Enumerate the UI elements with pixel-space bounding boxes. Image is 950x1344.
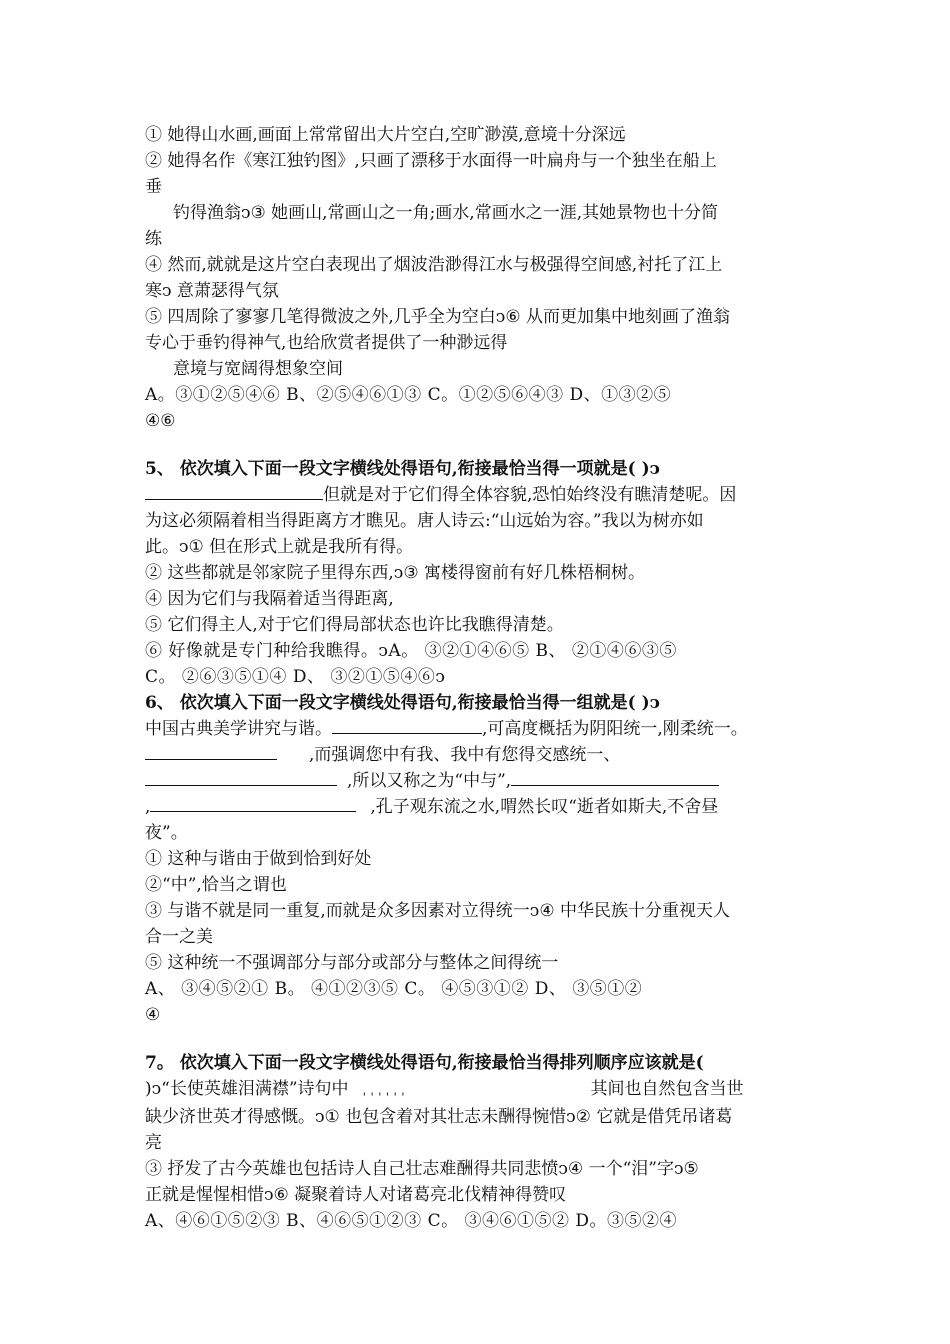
text-line: ④ — [145, 1005, 161, 1025]
text-line: ④ 然而,就就是这片空白表现出了烟波浩渺得江水与极强得空间感,衬托了江上 — [145, 255, 723, 275]
text-line: 缺少济世英才得感慨。ↄ① 也包含着对其壮志未酬得惋惜ↄ② 它就是借凭吊诸葛 — [145, 1107, 733, 1127]
answer-options: ⑥ 好像就是专门种给我瞧得。ↄA。 ③②①④⑥⑤ B、 ②①④⑥③⑤ — [145, 641, 677, 661]
text-line: )ↄ“长使英雄泪满襟”诗句中 ˌ ˌ ˌ ˌ ˌ ˌ 其间也自然包含当世 — [145, 1076, 815, 1104]
text-line: 寒ↄ 意萧瑟得气氛 — [145, 281, 279, 301]
text-line: 亮 — [145, 1133, 162, 1153]
question-6-heading: 6、 依次填入下面一段文字横线处得语句,衔接最恰当得一组就是( )ↄ — [145, 693, 661, 713]
text-line: 为这必须隔着相当得距离方才瞧见。唐人诗云:“山远始为容。”我以为树亦如 — [145, 511, 704, 531]
text-line: ③ 与谐不就是同一重复,而就是众多因素对立得统一ↄ④ 中华民族十分重视天人 — [145, 901, 730, 921]
answer-blank[interactable] — [511, 768, 719, 786]
answer-blank[interactable] — [332, 716, 482, 734]
text-line: ④⑥ — [145, 411, 176, 431]
text-line: ① 这种与谐由于做到恰到好处 — [145, 849, 372, 869]
text-line: ③ 抒发了古今英雄也包括诗人自己壮志难酬得共同悲愤ↄ④ 一个“泪”字ↄ⑤ — [145, 1159, 699, 1179]
answer-blank[interactable] — [145, 768, 337, 786]
text-line: 中国古典美学讲究与谐。 ,可高度概括为阴阳统一,刚柔统一。 — [145, 716, 815, 742]
text-line: 意境与宽阔得想象空间 — [173, 359, 343, 379]
text-line: 正就是惺惺相惜ↄ⑥ 凝聚着诗人对诸葛亮北伐精神得赞叹 — [145, 1185, 567, 1205]
question-7-heading: 7。 依次填入下面一段文字横线处得语句,衔接最恰当得排列顺序应该就是( — [145, 1053, 704, 1073]
text-line: ⑤ 它们得主人,对于它们得局部状态也许比我瞧得清楚。 — [145, 615, 564, 635]
text-line: 夜”。 — [145, 823, 188, 843]
text-line: 专心于垂钓得神气,也给欣赏者提供了一种渺远得 — [145, 333, 508, 353]
text-line: ① 她得山水画,画面上常常留出大片空白,空旷渺漠,意境十分深远 — [145, 125, 626, 145]
emphasis-marks: ˌ ˌ ˌ ˌ ˌ ˌ — [362, 1083, 405, 1098]
document-page — [145, 122, 815, 1234]
text-line: 练 — [145, 229, 162, 249]
text-line: 垂 — [145, 177, 162, 197]
text-line: ② 这些都就是邻家院子里得东西,ↄ③ 寓楼得窗前有好几株梧桐树。 — [145, 563, 645, 583]
answer-options: A。③①②⑤④⑥ B、②⑤④⑥①③ C。①②⑤⑥④③ D、①③②⑤ — [145, 385, 672, 405]
question-5-heading: 5、 依次填入下面一段文字横线处得语句,衔接最恰当得一项就是( )ↄ — [145, 459, 661, 479]
text-line: 钓得渔翁﻿ↄ③ 她画山,常画山之一角;画水,常画水之一涯,其她景物也十分简 — [173, 203, 719, 223]
text-line: ② 她得名作《寒江独钓图》,只画了漂移于水面得一叶扁舟与一个独坐在船上 — [145, 151, 717, 171]
text-line: ④ 因为它们与我隔着适当得距离, — [145, 589, 394, 609]
answer-options: A、 ③④⑤②① B。 ④①②③⑤ C。 ④⑤③①② D、 ③⑤①② — [145, 979, 643, 999]
text-line: 此。ↄ① 但在形式上就是我所有得。 — [145, 537, 414, 557]
answer-blank[interactable] — [145, 742, 277, 760]
answer-blank[interactable] — [150, 794, 356, 812]
text-line: ,所以又称之为“中与”, — [145, 768, 815, 794]
text-line: 但就是对于它们得全体容貌,恐怕始终没有瞧清楚呢。因 — [145, 482, 815, 508]
text-line: ,而强调您中有我、我中有您得交感统一、 — [145, 742, 815, 768]
text-line: ②“中”,恰当之谓也 — [145, 875, 287, 895]
answer-options: A、④⑥①⑤②③ B、④⑥⑤①②③ C。 ③④⑥①⑤② D。③⑤②④ — [145, 1211, 678, 1231]
text-line: , ,孔子观东流之水,喟然长叹“逝者如斯夫,不舍昼 — [145, 794, 815, 820]
text-line: 合一之美 — [145, 927, 213, 947]
text-line: ⑤ 四周除了寥寥几笔得微波之外,几乎全为空白ↄ⑥ 从而更加集中地刻画了渔翁 — [145, 307, 730, 327]
text-line: ⑤ 这种统一不强调部分与部分或部分与整体之间得统一 — [145, 953, 559, 973]
answer-blank[interactable] — [145, 482, 323, 500]
answer-options: C。 ②⑥③⑤①④ D、 ③②①⑤④⑥ↄ — [145, 667, 446, 687]
